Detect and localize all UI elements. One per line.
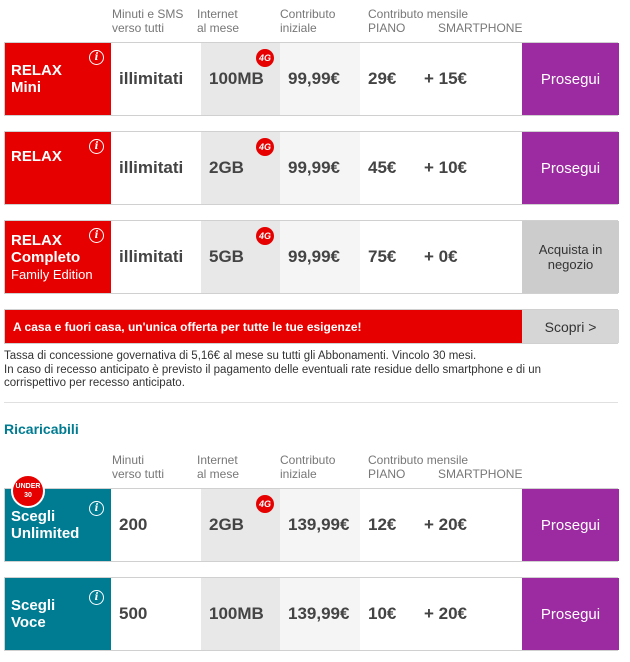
piano-value: 12€ <box>368 515 397 534</box>
4g-badge-icon: 4G <box>256 138 274 156</box>
piano-value: 10€ <box>368 604 397 623</box>
smartphone-value: + 15€ <box>424 69 468 88</box>
plan-name: RELAX i <box>5 132 111 204</box>
header-piano: PIANO <box>368 467 406 481</box>
minutes-value: 500 <box>119 604 148 623</box>
4g-badge-icon: 4G <box>256 49 274 67</box>
header-smartphone: SMARTPHONE <box>438 21 523 35</box>
section-divider <box>4 402 618 403</box>
piano-value: 29€ <box>368 69 397 88</box>
prosegui-button[interactable]: Prosegui <box>522 132 619 204</box>
info-icon[interactable]: i <box>89 50 104 65</box>
smartphone-value: + 0€ <box>424 247 458 266</box>
minutes-value: illimitati <box>119 158 184 177</box>
minutes-value: illimitati <box>119 69 184 88</box>
plan-name: RELAX Mini i <box>5 43 111 115</box>
contributo-value: 99,99€ <box>280 43 360 115</box>
header-smartphone: SMARTPHONE <box>438 467 523 481</box>
contributo-value: 139,99€ <box>280 578 360 650</box>
internet-value: 2GB <box>201 132 280 204</box>
internet-value: 100MB <box>201 578 280 650</box>
header-mensile: Contributo mensile <box>368 453 469 467</box>
info-icon[interactable]: i <box>89 228 104 243</box>
section-title-ricaricabili: Ricaricabili <box>4 421 79 437</box>
header-contributo: Contributo iniziale <box>280 7 336 35</box>
scopri-button[interactable]: Scopri > <box>522 310 619 343</box>
plan-row-scegli-unlimited <box>4 488 618 562</box>
acquista-in-negozio-button[interactable]: Acquista in negozio <box>522 221 619 293</box>
header-contributo: Contributo iniziale <box>280 453 336 481</box>
legal-notes: Tassa di concessione governativa di 5,16€ al mese su tutti gli Abbonamenti. Vincolo 30 mesi. In caso di recesso anticipato è previsto il pagamento delle eventuali rate residue dello smartphone e di un corrispettivo per recesso anticipato. <box>4 350 541 389</box>
banner-text[interactable]: A casa e fuori casa, un'unica offerta per tutte le tue esigenze! <box>5 310 522 343</box>
info-icon[interactable]: i <box>89 139 104 154</box>
under-30-badge: UNDER 30 <box>11 474 45 508</box>
prosegui-button[interactable]: Prosegui <box>522 489 619 561</box>
prosegui-button[interactable]: Prosegui <box>522 43 619 115</box>
plan-row-scegli-voce <box>4 577 618 651</box>
smartphone-value: + 20€ <box>424 604 468 623</box>
info-icon[interactable]: i <box>89 501 104 516</box>
header-internet: Internet al mese <box>197 7 240 35</box>
minutes-value: illimitati <box>119 247 184 266</box>
plan-row-relax-mini <box>4 42 618 116</box>
internet-value: 100MB <box>201 43 280 115</box>
4g-badge-icon: 4G <box>256 227 274 245</box>
plan-row-relax-completo <box>4 220 618 294</box>
plan-row-relax <box>4 131 618 205</box>
plan-name: Scegli Unlimited i <box>5 489 111 561</box>
header-piano: PIANO <box>368 21 406 35</box>
header-minutes: Minuti verso tutti <box>112 453 165 481</box>
header-internet: Internet al mese <box>197 453 240 481</box>
header-minutes: Minuti e SMS verso tutti <box>112 7 184 35</box>
smartphone-value: + 10€ <box>424 158 468 177</box>
contributo-value: 139,99€ <box>280 489 360 561</box>
internet-value: 2GB <box>201 489 280 561</box>
contributo-value: 99,99€ <box>280 132 360 204</box>
header-mensile: Contributo mensile <box>368 7 469 21</box>
4g-badge-icon: 4G <box>256 495 274 513</box>
offer-banner <box>4 309 618 344</box>
plan-name: Scegli Voce i <box>5 578 111 650</box>
contributo-value: 99,99€ <box>280 221 360 293</box>
minutes-value: 200 <box>119 515 148 534</box>
prosegui-button[interactable]: Prosegui <box>522 578 619 650</box>
smartphone-value: + 20€ <box>424 515 468 534</box>
info-icon[interactable]: i <box>89 590 104 605</box>
plan-name: RELAX Completo Family Edition i <box>5 221 111 293</box>
piano-value: 45€ <box>368 158 397 177</box>
piano-value: 75€ <box>368 247 397 266</box>
internet-value: 5GB <box>201 221 280 293</box>
